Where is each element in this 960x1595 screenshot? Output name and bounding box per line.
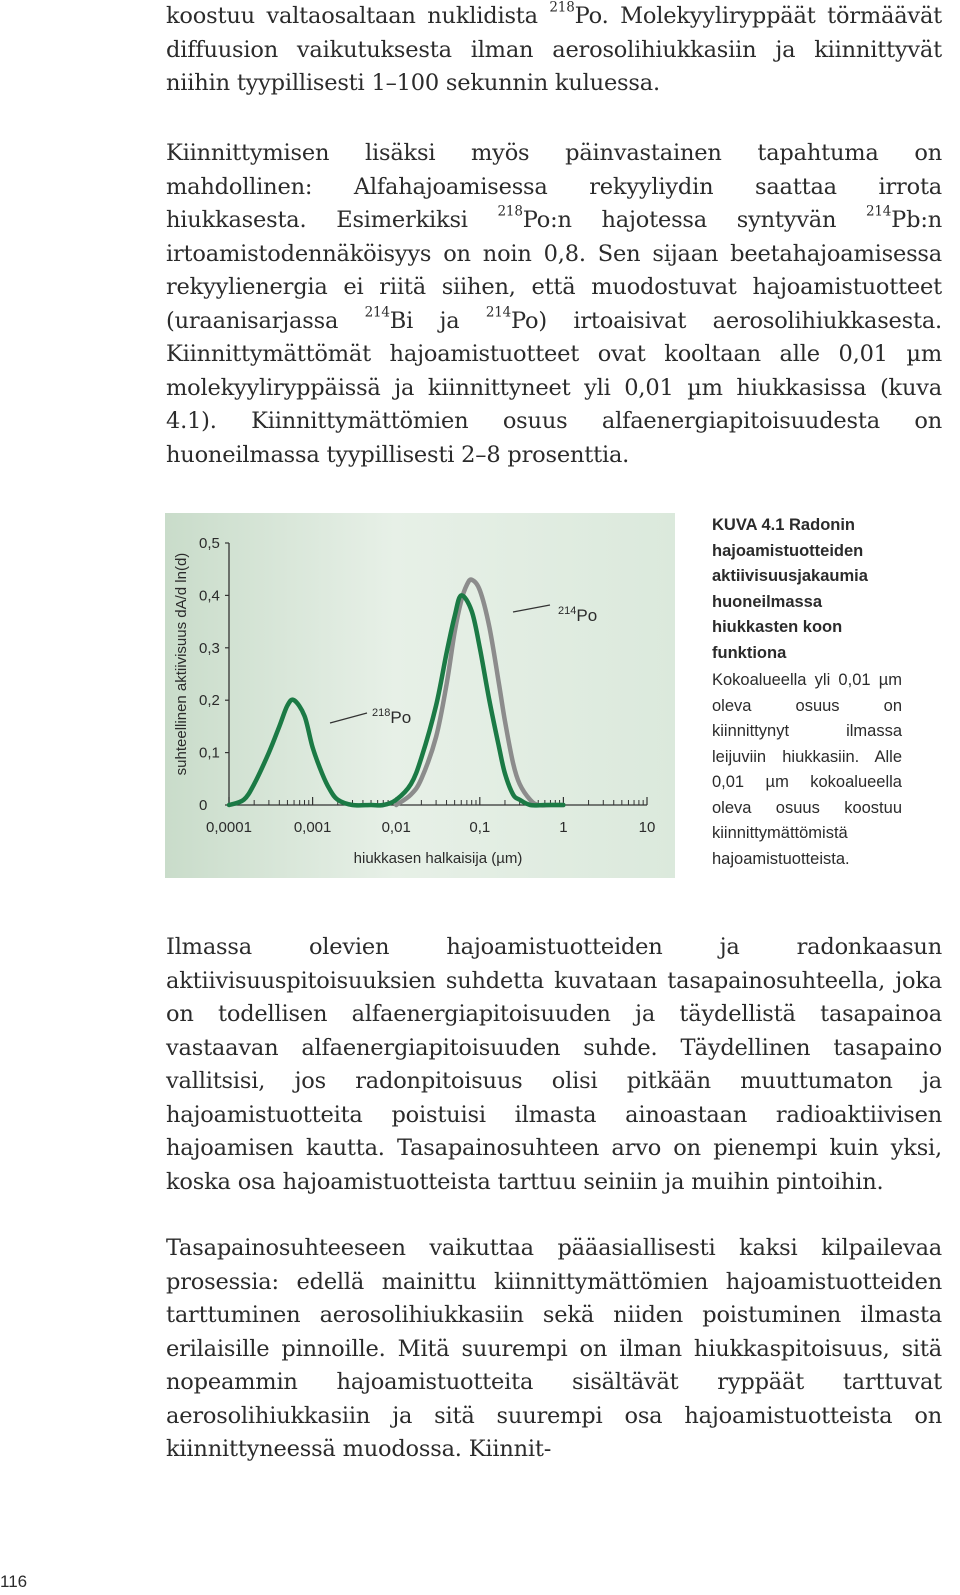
paragraph-4: Tasapainosuhteeseen vaikuttaa pääasiallisesti kaksi kilpailevaa prosessia: edellä mainittu kiinnittymättömien hajoamistuotteiden tarttuminen aerosolihiukkasiin sekä niiden poistuminen ilmasta erilaisille pinnoille. Mitä suurempi on ilman hiukkaspitoisuus, sitä nopeammin hajoamistuotteita sisältävät ryppäät tarttuvat aerosolihiukkasiin ja sitä suurempi osa hajoamistuotteista on kiinnittyneessä muodossa. Kiinnit-: [166, 1235, 942, 1462]
text-span: m molekyyliryppäissä ja kiinnittyneet yli 0,01: [166, 341, 942, 401]
y-tick-label: 0,1: [199, 744, 220, 762]
text-span: Po) irtoaisivat aerosolihiukkasesta. Kiinnittymättömät hajoamistuotteet ovat kooltaan alle 0,01: [166, 307, 943, 367]
text-span: Po:n hajotessa syntyvän: [522, 207, 866, 233]
x-tick-label: 0,1: [469, 819, 491, 836]
series-curve-po218: [229, 595, 563, 805]
micro-symbol: µ: [906, 341, 921, 367]
annotation-label: $^{218}$Po: [372, 707, 412, 727]
superscript: 214: [866, 203, 892, 220]
x-tick-label: 1: [559, 819, 568, 836]
text-span: koostuu valtaosaltaan nuklidista: [166, 3, 550, 29]
superscript: 214: [364, 304, 390, 321]
y-tick-label: 0,4: [199, 587, 220, 605]
particle-size-chart: [165, 513, 675, 878]
text-span: m hiukkasissa (kuva 4.1). Kiinnittymättömien osuus alfaenergiapitoisuudesta on huoneilmassa tyypillisesti 2–8 prosenttia.: [166, 374, 942, 468]
figure-chart: [165, 513, 675, 878]
x-tick-label: 0,001: [293, 819, 332, 836]
x-tick-label: 10: [638, 819, 656, 836]
annotation-pointer: [513, 605, 550, 612]
text-span: Pb:n irtoamistodennäköisyys on noin 0,8. Sen sijaan beetahajoamisessa rekyylienergia ei riitä siihen, että muodostuvat hajoamistuotteet (uraanisarjassa: [166, 207, 942, 334]
text-span: Kiinnittymisen lisäksi myös päinvastainen tapahtuma on mahdollinen: Alfahajoamisessa rekyyliydin saattaa irrota hiukkasesta. Esimerkiksi: [166, 140, 942, 233]
y-tick-label: 0: [199, 797, 208, 814]
y-tick-label: 0,2: [199, 692, 220, 710]
superscript: 218: [549, 0, 575, 16]
figure-caption-body: Kokoalueella yli 0,01 µm oleva osuus on kiinnittynyt ilmassa leijuviin hiukkasiin. Alle 0,01 µm kokoalueella oleva osuus koostuu kiinnittymättömistä hajoamistuotteista.: [712, 671, 902, 868]
text-span: Bi ja: [389, 307, 486, 334]
x-axis-title: hiukkasen halkaisija (µm): [353, 850, 523, 867]
figure-caption-title: KUVA 4.1 Radonin hajoamistuotteiden aktiivisuusjakaumia huoneilmassa hiukkasten koon funktiona: [712, 516, 868, 662]
micro-symbol: µ: [687, 374, 702, 401]
paragraph-2: [166, 137, 942, 472]
page-number: 116: [0, 1572, 28, 1591]
superscript: 214: [485, 304, 512, 321]
x-tick-label: 0,01: [381, 819, 411, 836]
y-axis-title: suhteellinen aktiivisuus dA/d ln(d): [173, 552, 190, 776]
annotation-label: $^{214}$Po: [558, 605, 598, 625]
y-tick-label: 0,3: [199, 639, 220, 657]
superscript: 218: [497, 203, 523, 220]
series-curve-po214: [396, 580, 563, 806]
paragraph-3: Ilmassa olevien hajoamistuotteiden ja radonkaasun aktiivisuuspitoisuuksien suhdetta kuvataan tasapainosuhteella, joka on todellisen alfaenergiapitoisuuden ja täydellistä tasapainoa vastaavan alfaenergiapitoisuuden suhde. Täydellinen tasapaino vallitsisi, jos radonpitoisuus olisi pitkään muuttumaton ja hajoamistuotteita poistuisi ilmasta ainoastaan radioaktiivisen hajoamisen kautta. Tasapainosuhteen arvo on pienempi kuin yksi, koska osa hajoamistuotteista tarttuu seiniin ja muihin pintoihin.: [166, 934, 942, 1195]
x-tick-label: 0,0001: [206, 819, 252, 836]
annotation-pointer: [330, 713, 367, 723]
paragraph-1: [166, 0, 942, 101]
y-tick-label: 0,5: [199, 535, 220, 552]
text-span: Po. Molekyyliryppäät törmäävät diffuusion vaikutuksesta ilman aerosolihiukkasiin ja kiinnittyvät niihin tyypillisesti 1–100 sekunnin kuluessa.: [166, 3, 942, 96]
